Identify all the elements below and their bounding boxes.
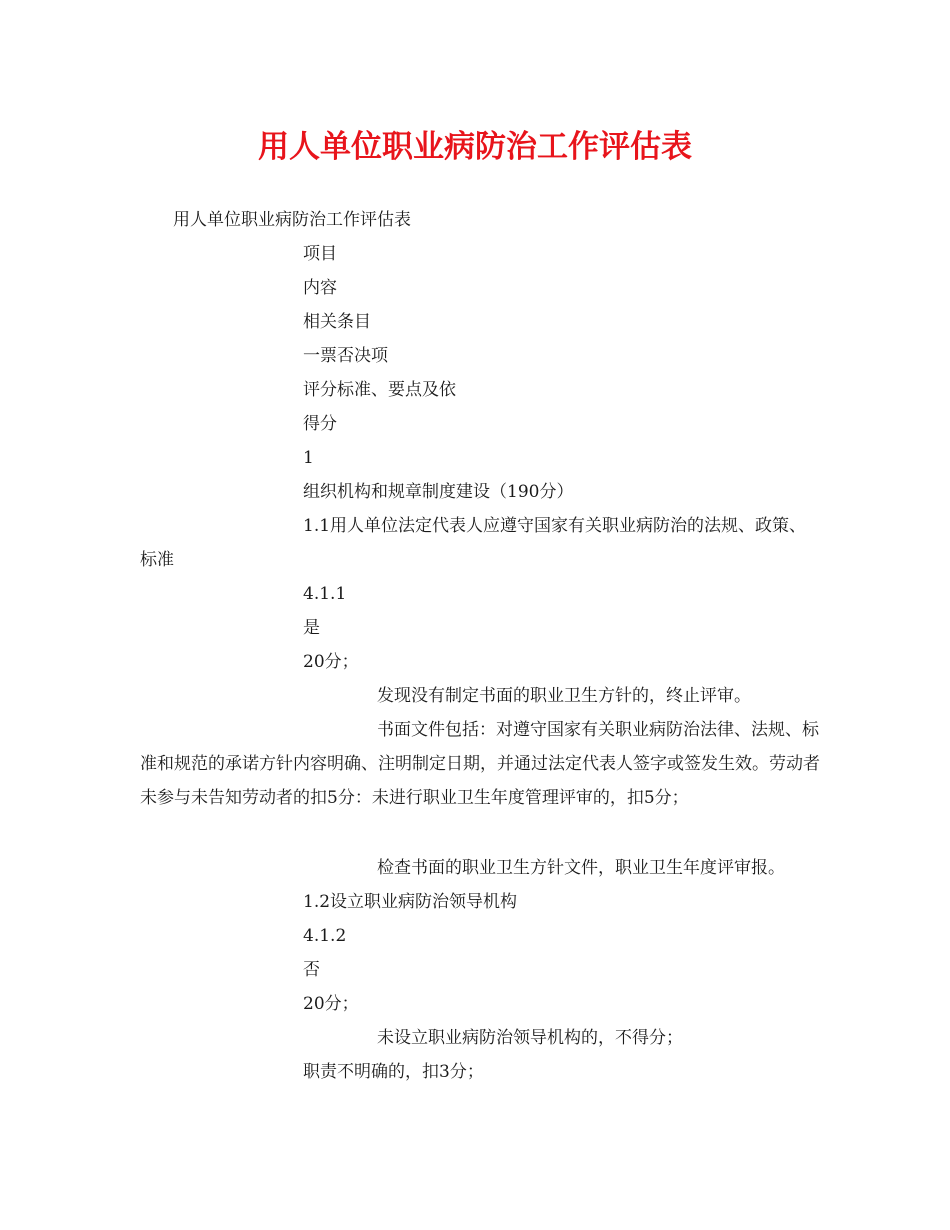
item-1-1-veto: 是 [303,618,320,638]
item-1-2-criteria-2: 职责不明确的，扣3分； [303,1062,484,1082]
section-number: 1 [303,448,314,468]
item-1-1-clause: 4.1.1 [303,584,347,604]
page-title: 用人单位职业病防治工作评估表 [258,129,692,165]
item-1-2-points: 20分； [303,994,359,1014]
column-header-veto-item: 一票否决项 [303,346,388,366]
column-header-criteria: 评分标准、要点及依 [303,380,456,400]
column-header-item: 项目 [303,244,337,264]
item-1-2-criteria-1: 未设立职业病防治领导机构的，不得分； [377,1028,683,1048]
column-header-content: 内容 [303,278,337,298]
item-1-2-content: 1.2设立职业病防治领导机构 [303,892,518,912]
section-title: 组织机构和规章制度建设（190分） [303,482,574,502]
item-1-2-clause: 4.1.2 [303,926,347,946]
item-1-1-basis: 检查书面的职业卫生方针文件，职业卫生年度评审报。 [377,858,785,878]
item-1-1-content: 1.1用人单位法定代表人应遵守国家有关职业病防治的法规、政策、标准 [140,516,807,570]
column-header-score: 得分 [303,414,337,434]
item-1-1-veto-rule: 发现没有制定书面的职业卫生方针的，终止评审。 [377,686,751,706]
table-heading: 用人单位职业病防治工作评估表 [173,210,411,230]
column-header-related-clause: 相关条目 [303,312,371,332]
item-1-1-points: 20分； [303,652,359,672]
item-1-2-veto: 否 [303,960,320,980]
item-1-1-criteria: 书面文件包括：对遵守国家有关职业病防治法律、法规、标准和规范的承诺方针内容明确、注明制定日期，并通过法定代表人签字或签发生效。劳动者未参与未告知劳动者的扣5分：未进行职业卫生年度管理评审的，扣5分； [140,720,820,808]
